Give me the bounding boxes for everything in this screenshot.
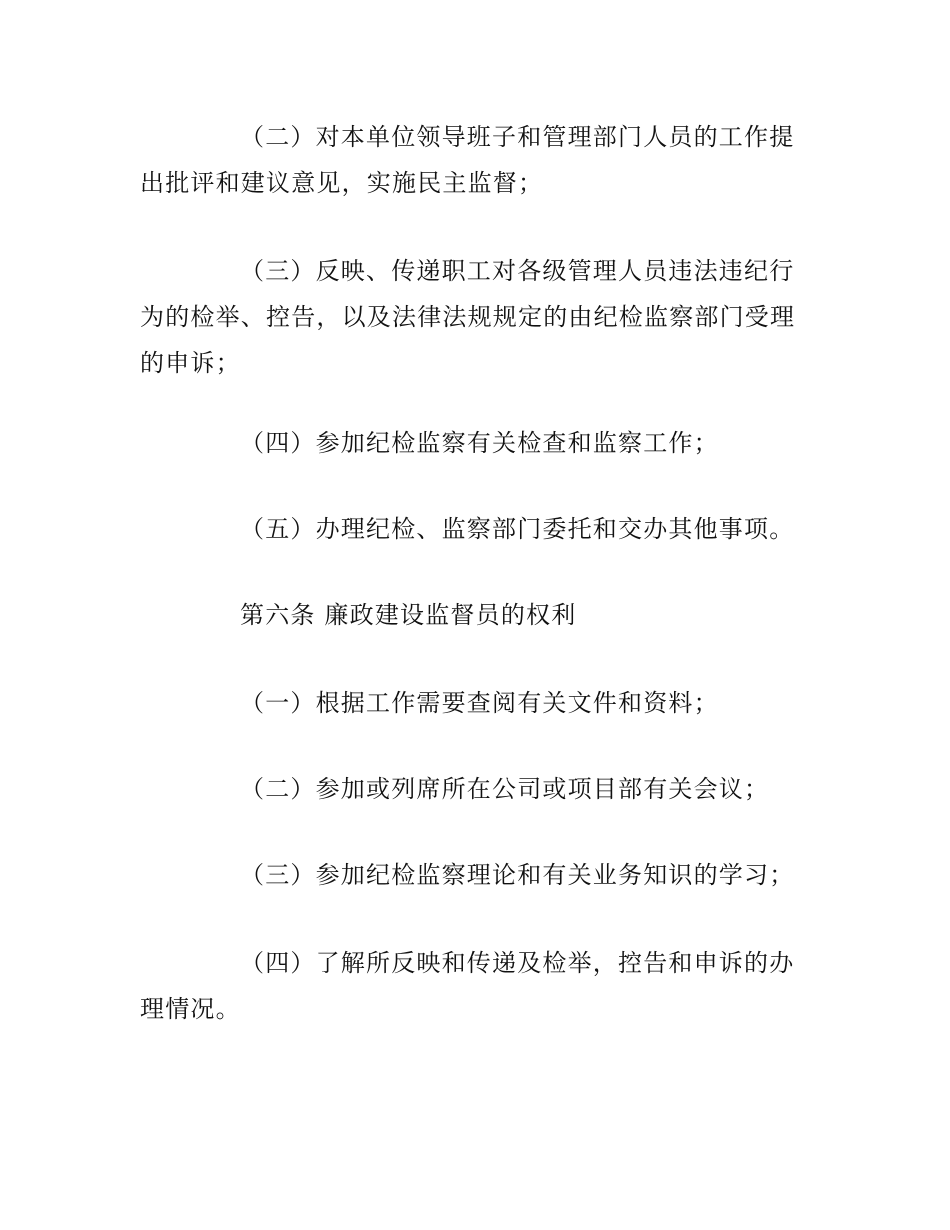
paragraph-duty-2: （二）对本单位领导班子和管理部门人员的工作提出批评和建议意见，实施民主监督； <box>140 123 795 197</box>
paragraph-duty-4: （四）参加纪检监察有关检查和监察工作； <box>240 429 719 457</box>
paragraph-right-3: （三）参加纪检监察理论和有关业务知识的学习； <box>240 861 795 889</box>
paragraph-right-1: （一）根据工作需要查阅有关文件和资料； <box>240 689 719 717</box>
paragraph-duty-5: （五）办理纪检、监察部门委托和交办其他事项。 <box>240 515 795 543</box>
paragraph-duty-3: （三）反映、传递职工对各级管理人员违法违纪行为的检举、控告，以及法律法规规定的由纪检监察部门受理的申诉； <box>140 257 796 377</box>
article-6-heading: 第六条 廉政建设监督员的权利 <box>240 601 577 629</box>
paragraph-right-4: （四）了解所反映和传递及检举，控告和申诉的办理情况。 <box>140 949 795 1023</box>
paragraph-right-2: （二）参加或列席所在公司或项目部有关会议； <box>240 775 770 803</box>
